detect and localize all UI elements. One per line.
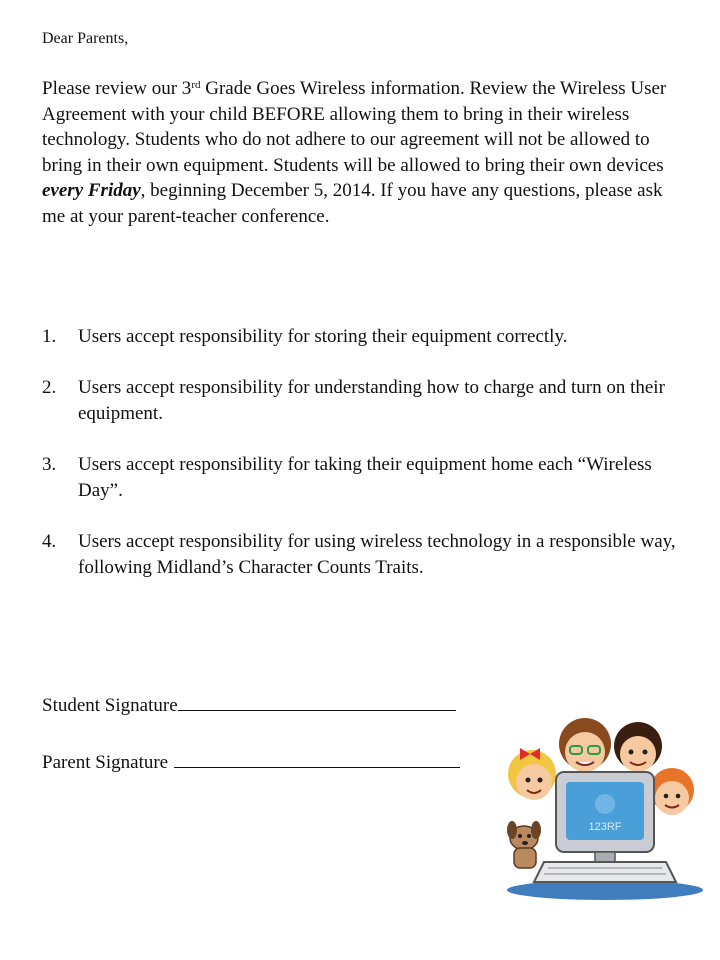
agreement-item-number: 2.	[42, 377, 57, 398]
agreement-item-number: 1.	[42, 326, 57, 347]
intro-text-1: Please review our 3	[42, 78, 192, 99]
intro-emphasis: every Friday	[42, 180, 141, 201]
intro-text-3: , beginning December 5, 2014. If you have any questions, please ask me at your parent-teacher conference.	[42, 180, 663, 227]
agreement-item	[42, 375, 682, 427]
student-signature-line	[42, 692, 456, 719]
kids-at-computer-clipart	[500, 712, 710, 902]
agreement-item-text: Users accept responsibility for taking their equipment home each “Wireless Day”.	[78, 454, 652, 501]
intro-text-2: Grade Goes Wireless information. Review the Wireless User Agreement with your child BEFORE allowing them to bring in their wireless technology. Students who do not adhere to our agreement will not be allowed to bring in their own equipment. Students will be allowed to bring their own devices	[42, 78, 667, 176]
agreement-item-text: Users accept responsibility for using wireless technology in a responsible way, following Midland’s Character Counts Traits.	[78, 531, 676, 578]
agreement-item-number: 3.	[42, 454, 57, 475]
intro-superscript: rd	[191, 79, 201, 91]
agreement-item	[42, 452, 682, 504]
salutation: Dear Parents,	[42, 30, 129, 47]
parent-signature-field[interactable]	[174, 749, 460, 768]
student-signature-field[interactable]	[178, 692, 456, 711]
parent-signature-line	[42, 749, 460, 776]
agreement-item-text: Users accept responsibility for understanding how to charge and turn on their equipment.	[78, 377, 665, 424]
agreement-item	[42, 529, 682, 581]
agreement-item-number: 4.	[42, 531, 57, 552]
agreement-item-text: Users accept responsibility for storing their equipment correctly.	[78, 326, 568, 347]
svg-text:123RF: 123RF	[588, 821, 622, 833]
agreement-item	[42, 324, 682, 350]
parent-signature-label: Parent Signature	[42, 752, 169, 773]
kids-at-computer-icon	[500, 712, 710, 902]
intro-paragraph	[42, 76, 682, 229]
student-signature-label: Student Signature	[42, 695, 178, 716]
agreement-list	[42, 324, 682, 606]
